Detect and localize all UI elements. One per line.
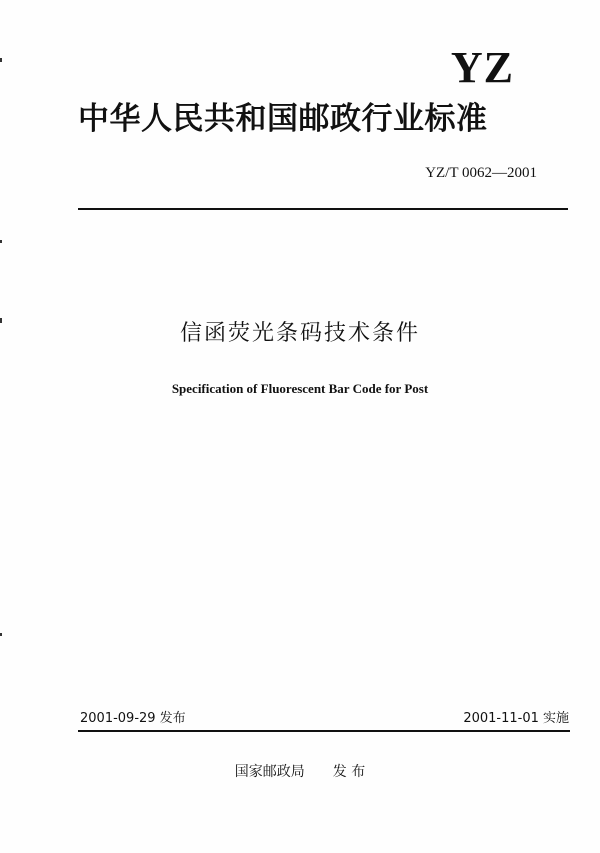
issuer-line — [0, 765, 600, 779]
issue-date: 2001-09-29 发布 — [80, 711, 186, 726]
issuer-action: 发 布 — [332, 764, 366, 780]
footer-divider — [78, 730, 570, 732]
implementation-date: 2001-11-01 实施 — [463, 711, 569, 726]
document-title-english: Specification of Fluorescent Bar Code for Post — [171, 381, 429, 396]
scan-mark — [0, 633, 2, 636]
standard-code: YZ — [450, 43, 514, 92]
header-divider — [78, 208, 568, 210]
standard-number: YZ/T 0062—2001 — [425, 165, 537, 181]
issuer-name: 国家邮政局 — [234, 764, 305, 780]
document-title: 信函荧光条码技术条件 — [179, 321, 420, 346]
scan-mark — [0, 240, 2, 243]
scan-mark — [0, 58, 2, 62]
standard-category-title: 中华人民共和国邮政行业标准 — [78, 101, 488, 137]
